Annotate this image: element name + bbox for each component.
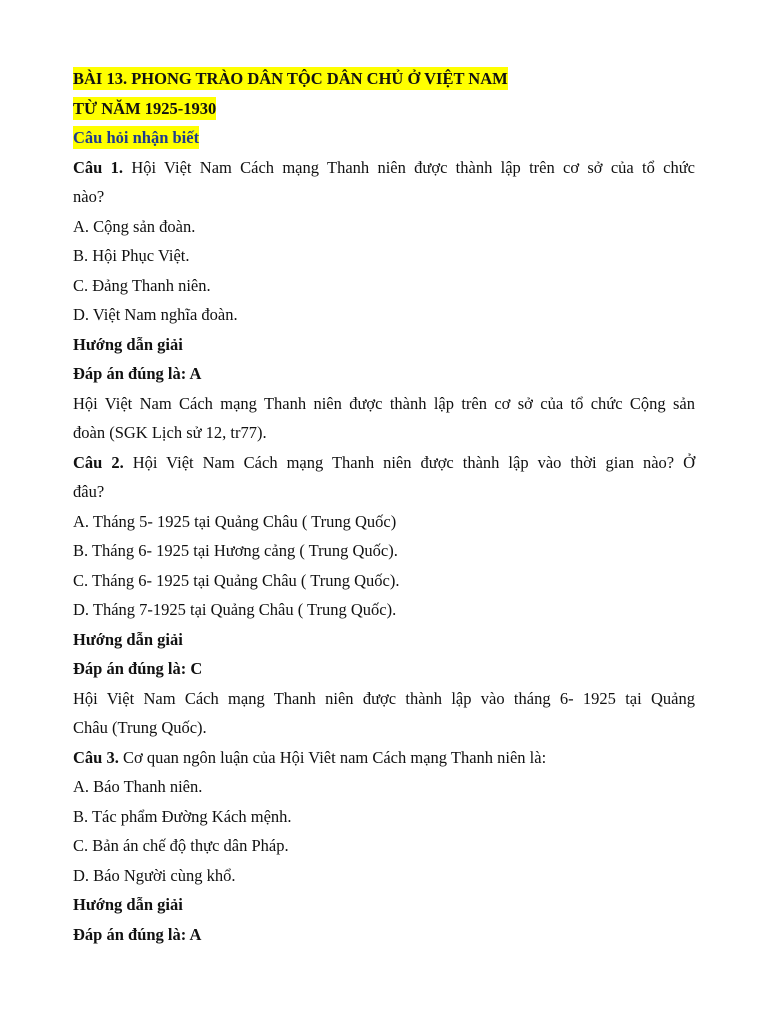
question-1-option-c: C. Đảng Thanh niên. (73, 275, 211, 295)
question-3-text-line-1: Cơ quan ngôn luận của Hội Viêt nam Cách mạng Thanh niên là: (122, 747, 547, 767)
question-3-guide-heading: Hướng dẫn giải (73, 895, 183, 914)
question-2-option-a: A. Tháng 5- 1925 tại Quảng Châu ( Trung Quốc) (73, 511, 397, 531)
question-3-option-a: A. Báo Thanh niên. (73, 777, 203, 796)
question-1-option-b: B. Hội Phục Việt. (73, 246, 190, 265)
question-2-option-b: B. Tháng 6- 1925 tại Hương cảng ( Trung Quốc). (73, 541, 398, 560)
question-1-guide-heading: Hướng dẫn giải (73, 334, 183, 354)
question-2-text-line-1: Hội Việt Nam Cách mạng Thanh niên được thành lập vào thời gian nào? Ở (132, 452, 696, 472)
question-2-answer: Đáp án đúng là: C (73, 659, 203, 678)
question-1-label: Câu 1. (73, 157, 124, 177)
question-1-option-d: D. Việt Nam nghĩa đoàn. (73, 305, 238, 324)
question-1-explanation-line-1: Hội Việt Nam Cách mạng Thanh niên được thành lập trên cơ sở của tổ chức Cộng sản (73, 393, 695, 413)
question-2-label: Câu 2. (73, 452, 124, 472)
question-1-text-line-1: Hội Việt Nam Cách mạng Thanh niên được thành lập trên cơ sở của tổ chức (131, 157, 695, 177)
section-heading (73, 123, 695, 153)
question-2-explanation-line-2: Châu (Trung Quốc). (73, 718, 207, 737)
question-1-explanation-line-2: đoàn (SGK Lịch sử 12, tr77). (73, 423, 267, 442)
question-2-option-c: C. Tháng 6- 1925 tại Quảng Châu ( Trung Quốc). (73, 570, 400, 590)
question-2-explanation-line-1: Hội Việt Nam Cách mạng Thanh niên được thành lập vào tháng 6- 1925 tại Quảng (73, 688, 695, 708)
title-line-1 (73, 64, 695, 94)
question-2-option-d: D. Tháng 7-1925 tại Quảng Châu ( Trung Quốc). (73, 600, 397, 619)
title-text-2: TỪ NĂM 1925-1930 (73, 98, 217, 118)
title-text-1: BÀI 13. PHONG TRÀO DÂN TỘC DÂN CHỦ Ở VIỆT NAM (73, 69, 508, 88)
section-heading-text: Câu hỏi nhận biết (73, 128, 200, 147)
question-1-text-line-2: nào? (73, 187, 105, 206)
question-3-option-d: D. Báo Người cùng khổ. (73, 865, 236, 885)
document-page (73, 64, 695, 949)
title-line-2 (73, 94, 695, 124)
question-2-text-line-2: đâu? (73, 482, 105, 501)
question-1-option-a: A. Cộng sản đoàn. (73, 216, 196, 236)
question-3 (73, 743, 695, 773)
question-2-guide-heading: Hướng dẫn giải (73, 629, 183, 649)
question-3-option-c: C. Bản án chế độ thực dân Pháp. (73, 836, 289, 855)
question-1 (73, 153, 695, 183)
question-1-answer: Đáp án đúng là: A (73, 364, 202, 383)
question-3-answer: Đáp án đúng là: A (73, 924, 202, 944)
question-3-label: Câu 3. (73, 747, 119, 767)
question-3-option-b: B. Tác phẩm Đường Kách mệnh. (73, 806, 292, 826)
question-2 (73, 448, 695, 478)
